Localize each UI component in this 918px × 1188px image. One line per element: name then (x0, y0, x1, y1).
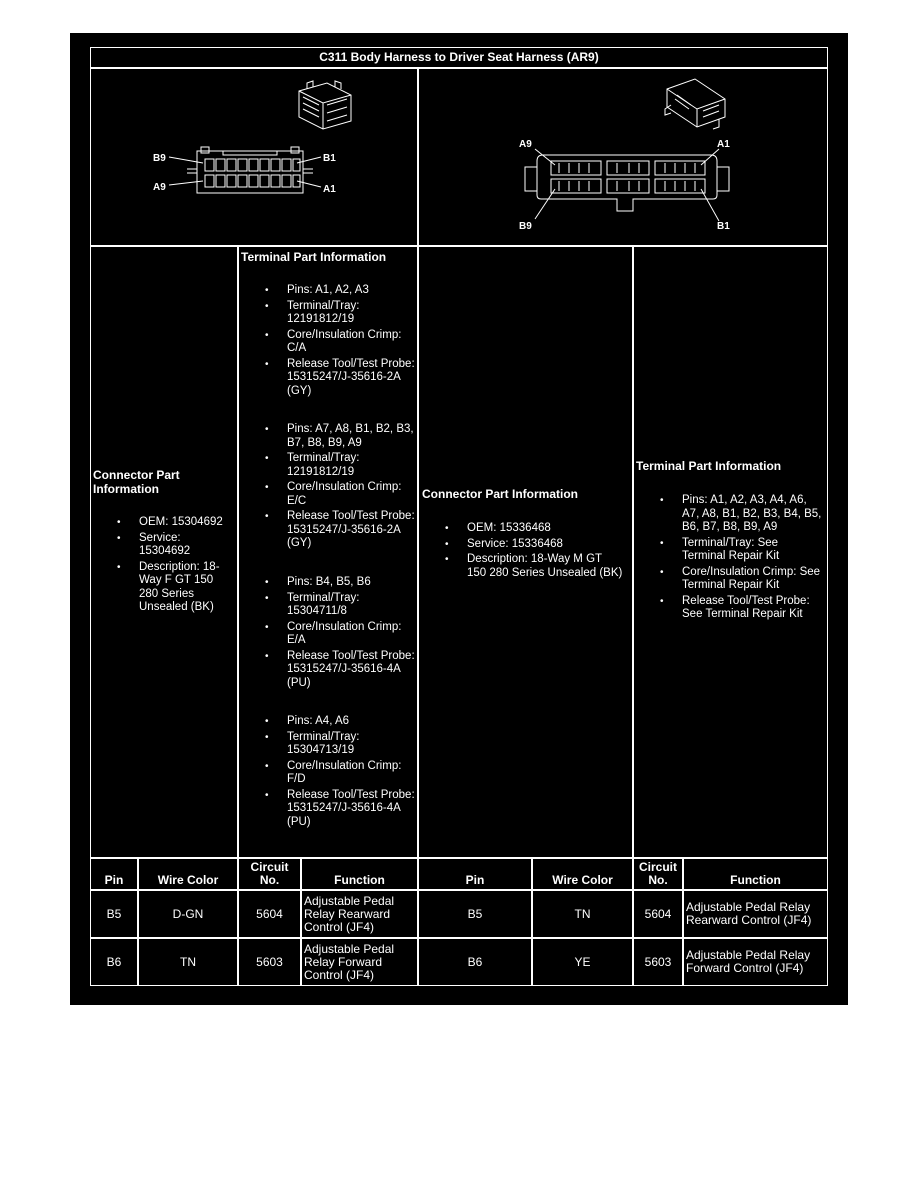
page-title: C311 Body Harness to Driver Seat Harness (AR9) (90, 47, 828, 68)
table-cell-pin: B5 (90, 890, 138, 938)
header-line-2: Information (93, 482, 159, 496)
header-circuit-no (633, 858, 683, 890)
list-item: • Terminal/Tray: 12191812/19 (239, 300, 415, 327)
list-item: • Core/Insulation Crimp: C/A (239, 329, 415, 356)
list-item: • Release Tool/Test Probe: 15315247/J-35616-2A (GY) (239, 358, 415, 399)
header-circuit-line-1: Circuit (638, 860, 677, 874)
terminal-group-3 (239, 576, 415, 692)
header-circuit-line-2: No. (648, 873, 668, 887)
list-item: • Service: 15336468 (419, 538, 624, 552)
terminal-part-list (634, 494, 824, 624)
list-item: • Pins: A7, A8, B1, B2, B3, B7, B8, B9, A9 (239, 423, 415, 450)
pin-label-a9: A9 (519, 139, 532, 150)
list-item: • OEM: 15304692 (91, 516, 231, 530)
right-connector-image-cell (418, 68, 828, 246)
pin-label-b1: B1 (323, 153, 336, 164)
connector-part-info-header (93, 468, 180, 496)
table-cell-function: Adjustable Pedal Relay Rearward Control (JF4) (301, 890, 418, 938)
list-item: • Core/Insulation Crimp: See Terminal Repair Kit (634, 566, 824, 593)
right-connector-part-info (418, 246, 633, 858)
header-circuit-line-1: Circuit (250, 860, 289, 874)
table-cell-wire-color: TN (532, 890, 633, 938)
connector-face (169, 147, 321, 193)
table-cell-wire-color: TN (138, 938, 238, 986)
table-cell-circuit: 5604 (238, 890, 301, 938)
pin-label-b9: B9 (153, 153, 166, 164)
list-item: • Release Tool/Test Probe: 15315247/J-35616-4A (PU) (239, 650, 415, 691)
list-item: • Description: 18-Way F GT 150 280 Series Unsealed (BK) (91, 561, 231, 615)
table-cell-function: Adjustable Pedal Relay Rearward Control (JF4) (683, 890, 828, 938)
pin-label-b9: B9 (519, 221, 532, 232)
list-item: • Service: 15304692 (91, 532, 231, 559)
terminal-group-1 (239, 284, 415, 400)
connector-isometric-icon (665, 79, 725, 129)
list-item: • Terminal/Tray: 15304713/19 (239, 731, 415, 758)
connector-part-list (419, 522, 624, 582)
list-item: • OEM: 15336468 (419, 522, 624, 536)
header-wire-color: Wire Color (532, 858, 633, 890)
pin-label-a1: A1 (323, 184, 336, 195)
table-cell-circuit: 5604 (633, 890, 683, 938)
male-connector-diagram (419, 69, 827, 245)
header-circuit-no (238, 858, 301, 890)
list-item: • Pins: B4, B5, B6 (239, 576, 415, 590)
list-item: • Description: 18-Way M GT 150 280 Series Unsealed (BK) (419, 553, 624, 580)
list-item: • Release Tool/Test Probe: 15315247/J-35616-4A (PU) (239, 789, 415, 830)
table-cell-circuit: 5603 (633, 938, 683, 986)
pin-label-a9: A9 (153, 182, 166, 193)
header-function: Function (301, 858, 418, 890)
table-cell-pin: B5 (418, 890, 532, 938)
table-cell-pin: B6 (90, 938, 138, 986)
terminal-part-info-header: Terminal Part Information (636, 459, 782, 473)
table-cell-wire-color: D-GN (138, 890, 238, 938)
table-cell-pin: B6 (418, 938, 532, 986)
list-item: • Core/Insulation Crimp: F/D (239, 760, 415, 787)
right-terminal-part-info (633, 246, 828, 858)
female-connector-diagram (91, 69, 417, 245)
connector-part-list (91, 516, 231, 617)
connector-isometric-icon (299, 81, 351, 129)
list-item: • Terminal/Tray: 12191812/19 (239, 452, 415, 479)
connector-sheet (70, 33, 848, 1005)
connector-part-info-header: Connector Part Information (422, 487, 579, 501)
list-item: • Release Tool/Test Probe: See Terminal Repair Kit (634, 595, 824, 622)
list-item: • Terminal/Tray: See Terminal Repair Kit (634, 537, 824, 564)
header-line-1: Connector Part (93, 468, 180, 482)
list-item: • Core/Insulation Crimp: E/C (239, 481, 415, 508)
left-connector-part-info (90, 246, 238, 858)
pin-label-a1: A1 (717, 139, 730, 150)
list-item: • Pins: A1, A2, A3 (239, 284, 415, 298)
left-terminal-part-info (238, 246, 418, 858)
left-connector-image-cell (90, 68, 418, 246)
table-cell-function: Adjustable Pedal Relay Forward Control (JF4) (683, 938, 828, 986)
pin-label-b1: B1 (717, 221, 730, 232)
connector-face (525, 149, 729, 221)
header-function: Function (683, 858, 828, 890)
terminal-part-info-header: Terminal Part Information (241, 250, 387, 264)
list-item: • Pins: A1, A2, A3, A4, A6, A7, A8, B1, B2, B3, B4, B5, B6, B7, B8, B9, A9 (634, 494, 824, 535)
list-item: • Terminal/Tray: 15304711/8 (239, 592, 415, 619)
list-item: • Pins: A4, A6 (239, 715, 415, 729)
header-pin: Pin (90, 858, 138, 890)
terminal-group-2 (239, 423, 415, 553)
header-circuit-line-2: No. (259, 873, 280, 887)
table-cell-circuit: 5603 (238, 938, 301, 986)
list-item: • Core/Insulation Crimp: E/A (239, 621, 415, 648)
table-cell-wire-color: YE (532, 938, 633, 986)
list-item: • Release Tool/Test Probe: 15315247/J-35616-2A (GY) (239, 510, 415, 551)
terminal-group-4 (239, 715, 415, 831)
header-wire-color: Wire Color (138, 858, 238, 890)
table-cell-function: Adjustable Pedal Relay Forward Control (JF4) (301, 938, 418, 986)
header-pin: Pin (418, 858, 532, 890)
